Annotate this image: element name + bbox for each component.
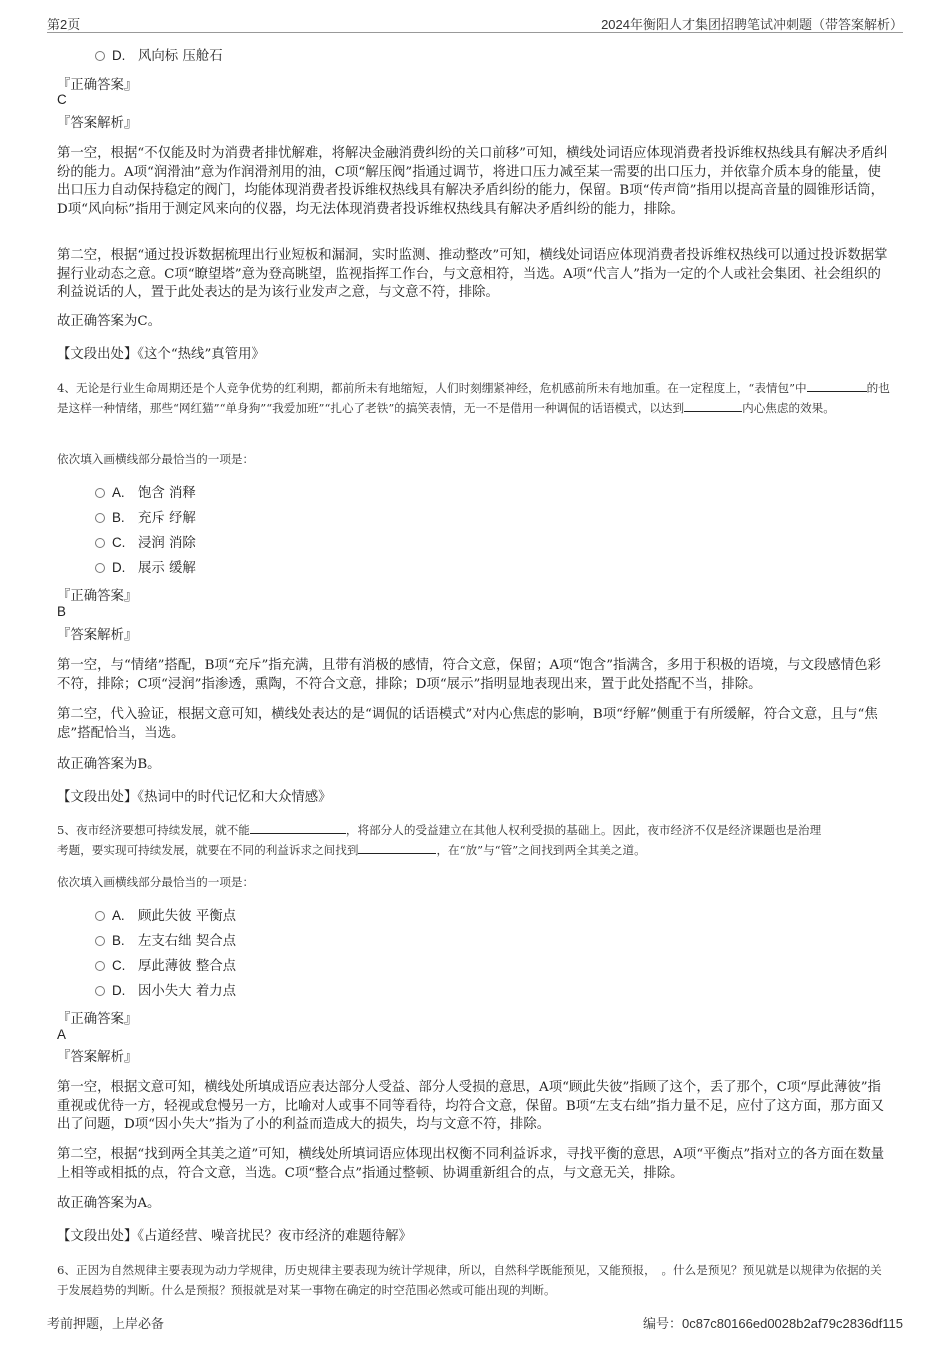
blank-line — [358, 841, 436, 854]
q4-analysis-2: 第二空，代入验证，根据文意可知，横线处表达的是“调侃的话语模式”对内心焦虑的影响，B项“纾解”侧重于有所缓解，符合文意，且与“焦虑”搭配恰当，当选。 — [57, 707, 878, 741]
q6-stem: 6、正因为自然规律主要表现为动力学规律，历史规律主要表现为统计学规律，所以，自然科学既能预见，又能预报， 。什么是预见？预见就是以规律为依据的关于发展趋势的判断。什么是预报？预报就是对某一事物在确定的时空范围必然或可能出现的判断。 — [57, 1263, 882, 1297]
radio-icon[interactable] — [95, 513, 105, 523]
q4-answer: B — [57, 604, 66, 619]
page-number: 第2页 — [47, 17, 81, 32]
radio-icon[interactable] — [95, 936, 105, 946]
radio-icon[interactable] — [95, 51, 105, 61]
radio-icon[interactable] — [95, 488, 105, 498]
radio-icon[interactable] — [95, 961, 105, 971]
q3-correct-label: 『正确答案』 — [57, 78, 138, 93]
q5-option-d[interactable]: D. 因小失大 着力点 — [95, 981, 236, 1001]
q3-answer: C — [57, 92, 67, 107]
blank-line — [250, 821, 346, 834]
q3-source: 【文段出处】《这个“热线”真管用》 — [57, 347, 265, 362]
q3-analysis-1: 第一空，根据“不仅能及时为消费者排忧解难，将解决金融消费纠纷的关口前移”可知，横线处词语应体现消费者投诉维权热线具有解决矛盾纠纷的能力。A项“润滑油”意为作润滑剂用的油，C项“解压阀”指通过调节，将进口压力减至某一需要的出口压力，并依靠介质本身的能量，使出口压力自动保持稳定的阀门，均能体现消费者投诉维权热线具有解决矛盾纠纷的能力，保留。B项“传声筒”指用以提高音量的圆锥形话筒，D项“风向标”指用于测定风来向的仪器，均无法体现消费者投诉维权热线具有解决矛盾纠纷的能力，排除。 — [57, 146, 888, 217]
q3-analysis-2: 第二空，根据“通过投诉数据梳理出行业短板和漏洞，实时监测、推动整改”可知，横线处词语应体现消费者投诉维权热线可以通过投诉数据掌握行业动态之意。C项“瞭望塔”意为登高眺望，监视指挥工作台，与文意相符，当选。A项“代言人”指为一定的个人或社会集团、社会组织的利益说话的人，置于此处表达的是为该行业发声之意，与文意不符，排除。 — [57, 248, 888, 301]
q5-analysis-label: 『答案解析』 — [57, 1050, 138, 1065]
blank-line — [684, 399, 742, 412]
q5-stem: 5、夜市经济要想可持续发展，就不能 ，将部分人的受益建立在其他人权利受损的基础上。因此，夜市经济不仅是经济课题也是治理 考题，要实现可持续发展，就要在不同的利益诉求之间找到 ，在“放”与“管”之间找到两全其美之道。 — [57, 823, 822, 857]
q4-source: 【文段出处】《热词中的时代记忆和大众情感》 — [57, 790, 332, 805]
q4-option-d[interactable]: D. 展示 缓解 — [95, 558, 196, 578]
page-footer — [47, 1313, 903, 1331]
q5-analysis-1: 第一空，根据文意可知，横线处所填成语应表达部分人受益、部分人受损的意思，A项“顾此失彼”指顾了这个，丢了那个，C项“厚此薄彼”指重视或优待一方，轻视或怠慢另一方，比喻对人或事不同等看待，均符合文意，保留。B项“左支右绌”指力量不足，应付了这方面，那方面又出了问题，D项“因小失大”指为了小的利益而造成大的损失，均与文意不符，排除。 — [57, 1080, 884, 1133]
q4-analysis-label: 『答案解析』 — [57, 628, 138, 643]
blank-line — [807, 379, 867, 392]
q4-option-c[interactable]: C. 浸润 消除 — [95, 533, 196, 553]
footer-slogan: 考前押题，上岸必备 — [47, 1316, 165, 1331]
q4-option-a[interactable]: A. 饱含 消释 — [95, 483, 196, 503]
q4-correct-label: 『正确答案』 — [57, 589, 138, 604]
q5-correct-label: 『正确答案』 — [57, 1012, 138, 1027]
q3-conclusion: 故正确答案为C。 — [57, 314, 161, 329]
q4-stem: 4、无论是行业生命周期还是个人竞争优势的红利期，都前所未有地缩短，人们时刻绷紧神经，危机感前所未有地加重。在一定程度上，“表情包”中 的也是这样一种情绪，那些“网红猫”“单身狗”“我爱加班”“扎心了老铁”的搞笑表情，无一不是借用一种调侃的话语模式，以达到 内心焦虑的效果。 — [57, 381, 890, 415]
q3-option-d[interactable]: D. 风向标 压舱石 — [95, 46, 223, 66]
document-title: 2024年衡阳人才集团招聘笔试冲刺题（带答案解析） — [601, 17, 903, 32]
page-header — [47, 12, 903, 33]
q4-analysis-1: 第一空，与“情绪”搭配，B项“充斥”指充满，且带有消极的感情，符合文意，保留；A项“饱含”指满含，多用于积极的语境，与文段感情色彩不符，排除；C项“浸润”指渗透，熏陶，不符合文意，排除；D项“展示”指明显地表现出来，置于此处搭配不当，排除。 — [57, 658, 881, 692]
radio-icon[interactable] — [95, 563, 105, 573]
radio-icon[interactable] — [95, 986, 105, 996]
q5-conclusion: 故正确答案为A。 — [57, 1196, 161, 1211]
document-id: 编号：0c87c80166ed0028b2af79c2836df115 — [643, 1316, 903, 1331]
q5-analysis-2: 第二空，根据“找到两全其美之道”可知，横线处所填词语应体现出权衡不同利益诉求，寻找平衡的意思，A项“平衡点”指对立的各方面在数量上相等或相抵的点，符合文意，当选。C项“整合点”指通过整顿、协调重新组合的点，与文意无关，排除。 — [57, 1147, 885, 1181]
q5-source: 【文段出处】《占道经营、噪音扰民？夜市经济的难题待解》 — [57, 1229, 412, 1244]
q5-answer: A — [57, 1027, 66, 1042]
q4-conclusion: 故正确答案为B。 — [57, 757, 161, 772]
q5-option-a[interactable]: A. 顾此失彼 平衡点 — [95, 906, 236, 926]
q5-prompt: 依次填入画横线部分最恰当的一项是： — [57, 875, 255, 889]
q4-prompt: 依次填入画横线部分最恰当的一项是： — [57, 452, 255, 466]
radio-icon[interactable] — [95, 911, 105, 921]
q5-option-c[interactable]: C. 厚此薄彼 整合点 — [95, 956, 236, 976]
q4-option-b[interactable]: B. 充斥 纾解 — [95, 508, 196, 528]
q3-analysis-label: 『答案解析』 — [57, 116, 138, 131]
radio-icon[interactable] — [95, 538, 105, 548]
q5-option-b[interactable]: B. 左支右绌 契合点 — [95, 931, 236, 951]
